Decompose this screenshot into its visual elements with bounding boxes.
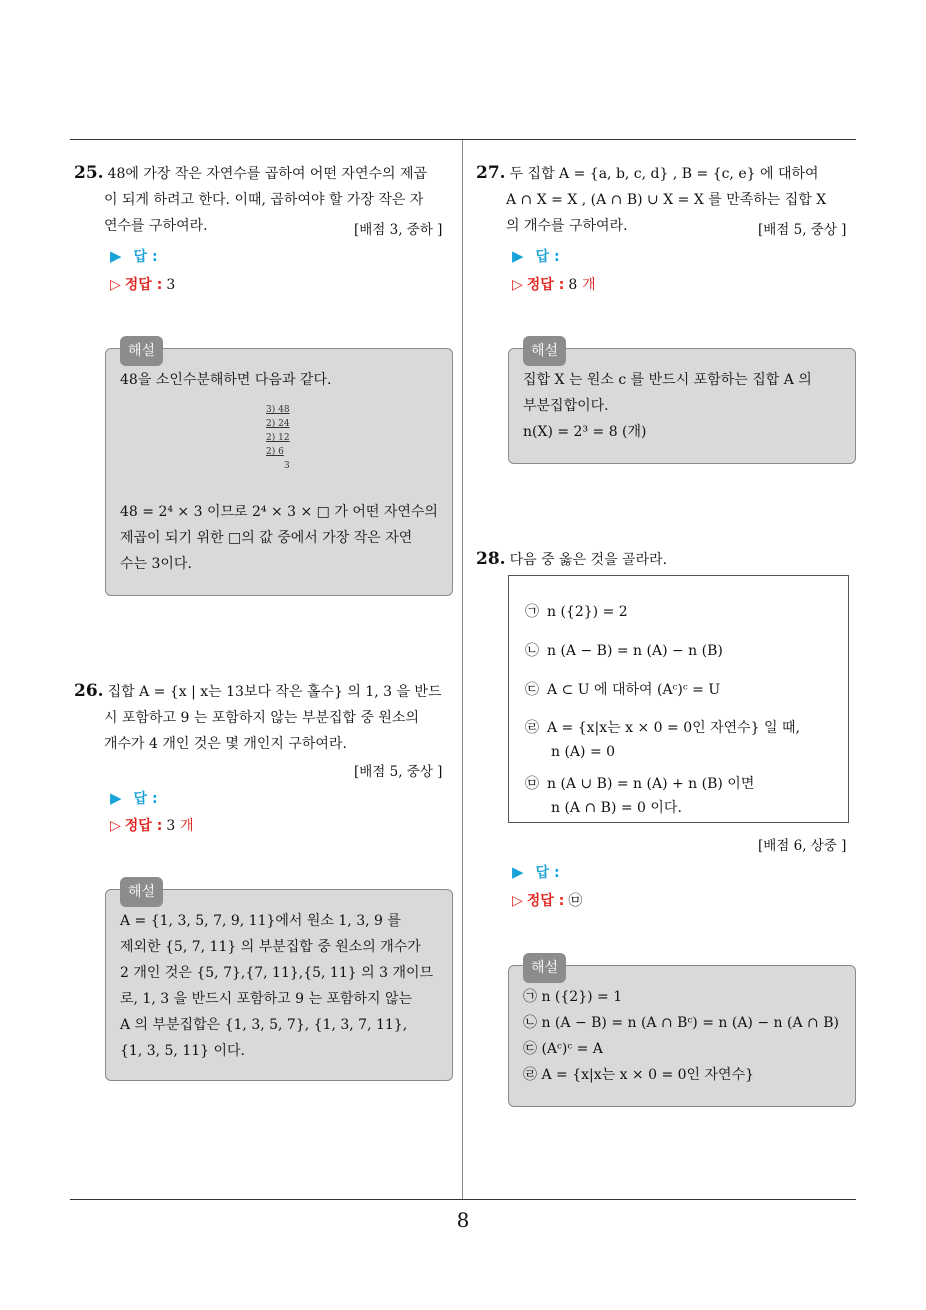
explanation-text: A = {1, 3, 5, 7, 9, 11}에서 원소 1, 3, 9 를 [120,913,401,929]
explanation-text: 제곱이 되기 위한 □의 값 중에서 가장 작은 자연 [120,530,413,546]
explanation-tag: 해설 [523,336,566,366]
explanation-text: ㉢ (Aᶜ)ᶜ = A [523,1041,603,1057]
explanation-box [105,884,453,1081]
play-triangle-icon: ▶ [512,863,524,881]
score-label: [배점 3, 중하 ] [354,222,443,238]
bottom-rule [70,1199,856,1200]
answer-row [512,246,560,266]
answer-row [110,788,158,808]
explanation-box [508,343,856,464]
ladder-step: 3) 48 [266,405,290,415]
explanation-text: 2 개인 것은 {5, 7},{7, 11},{5, 11} 의 3 개이므 [120,965,434,981]
ladder-step: 2) 24 [266,419,290,429]
question-text: 다음 중 옳은 것을 골라라. [509,552,668,568]
correct-label: 정답 : [526,277,565,293]
explanation-text: 집합 X 는 원소 c 를 반드시 포함하는 집합 A 의 [523,372,812,388]
outline-triangle-icon: ▷ [110,818,121,834]
question-number: 27. [476,163,506,183]
explanation-tag: 해설 [523,953,566,983]
column-divider [462,140,463,1200]
question-text: 시 포함하고 9 는 포함하지 않는 부분집합 중 원소의 [104,710,419,726]
outline-triangle-icon: ▷ [512,277,523,293]
explanation-text: {1, 3, 5, 11} 이다. [120,1043,246,1059]
explanation-tag: 해설 [120,336,163,366]
option-mark: ㉢ [525,682,539,698]
option-text: A ⊂ U 에 대하여 (Aᶜ)ᶜ = U [547,682,721,698]
answer-label: 답 : [535,865,560,881]
explanation-text: 48을 소인수분해하면 다음과 같다. [120,372,332,388]
option-text-cont: n (A ∩ B) = 0 이다. [551,800,682,816]
ladder-step: 2) 6 [266,447,284,457]
question-28 [476,546,860,573]
correct-answer-row [512,890,582,910]
factorization-ladder [266,403,290,473]
explanation-text: ㉠ n ({2}) = 1 [523,989,623,1005]
option-mark: ㉤ [525,776,539,792]
option-b [525,639,723,663]
top-rule [70,139,856,140]
correct-value: ㉤ [568,893,583,909]
outline-triangle-icon: ▷ [512,893,523,909]
question-number: 28. [476,549,506,569]
answer-label: 답 : [133,791,158,807]
question-text: 의 개수를 구하여라. [506,218,628,234]
options-box [508,575,849,823]
explanation-box [508,960,856,1107]
explanation-text: n(X) = 2³ = 8 (개) [523,424,647,440]
explanation-text: 수는 3이다. [120,556,192,572]
correct-value: 8 [568,277,578,293]
option-a [525,600,628,624]
option-text: A = {x|x는 x × 0 = 0인 자연수} 일 때, [547,720,800,736]
correct-label: 정답 : [526,893,565,909]
explanation-box [105,343,453,596]
correct-label: 정답 : [124,818,163,834]
correct-label: 정답 : [124,277,163,293]
question-text: 48에 가장 작은 자연수를 곱하여 어떤 자연수의 제곱 [107,166,428,182]
explanation-text: 제외한 {5, 7, 11} 의 부분집합 중 원소의 개수가 [120,939,421,955]
play-triangle-icon: ▶ [110,247,122,265]
correct-unit: 개 [582,277,596,293]
page-number: 8 [456,1208,470,1232]
option-text: n ({2}) = 2 [547,604,628,620]
correct-answer-row [110,815,194,835]
question-text: 연수를 구하여라. [104,218,208,234]
ladder-step: 2) 12 [266,433,290,443]
correct-value: 3 [166,277,176,293]
option-mark: ㉣ [525,720,539,736]
explanation-text: 로, 1, 3 을 반드시 포함하고 9 는 포함하지 않는 [120,991,413,1007]
outline-triangle-icon: ▷ [110,277,121,293]
question-number: 26. [74,681,104,701]
play-triangle-icon: ▶ [110,789,122,807]
ladder-step: 3 [284,461,290,471]
question-text: 이 되게 하려고 한다. 이때, 곱하여야 할 가장 작은 자 [104,192,424,208]
play-triangle-icon: ▶ [512,247,524,265]
explanation-text: 48 = 2⁴ × 3 이므로 2⁴ × 3 × □ 가 어떤 자연수의 [120,504,438,520]
answer-row [110,246,158,266]
option-text: n (A ∪ B) = n (A) + n (B) 이면 [547,776,755,792]
option-text-cont: n (A) = 0 [551,744,616,760]
explanation-text: A 의 부분집합은 {1, 3, 5, 7}, {1, 3, 7, 11}, [120,1017,408,1033]
explanation-text: 부분집합이다. [523,398,609,414]
answer-row [512,862,560,882]
option-d [525,716,800,764]
question-text: A ∩ X = X , (A ∩ B) ∪ X = X 를 만족하는 집합 X [506,192,827,208]
correct-answer-row [512,274,596,294]
question-26 [74,678,458,757]
score-label: [배점 5, 중상 ] [354,764,443,780]
correct-answer-row [110,274,175,294]
explanation-text: ㉣ A = {x|x는 x × 0 = 0인 자연수} [523,1067,755,1083]
option-text: n (A − B) = n (A) − n (B) [547,643,723,659]
answer-label: 답 : [133,249,158,265]
answer-label: 답 : [535,249,560,265]
explanation-text: ㉡ n (A − B) = n (A ∩ Bᶜ) = n (A) − n (A ∩ B) [523,1015,839,1031]
question-text: 두 집합 A = {a, b, c, d} , B = {c, e} 에 대하여 [509,166,819,182]
option-c [525,678,720,702]
option-mark: ㉡ [525,643,539,659]
explanation-tag: 해설 [120,877,163,907]
question-text: 개수가 4 개인 것은 몇 개인지 구하여라. [104,736,347,752]
option-mark: ㉠ [525,604,539,620]
correct-unit: 개 [180,818,194,834]
score-label: [배점 6, 상중 ] [758,838,847,854]
correct-value: 3 [166,818,176,834]
question-text: 집합 A = {x | x는 13보다 작은 홀수} 의 1, 3 을 반드 [107,684,442,700]
question-number: 25. [74,163,104,183]
score-label: [배점 5, 중상 ] [758,222,847,238]
option-e [525,772,754,820]
